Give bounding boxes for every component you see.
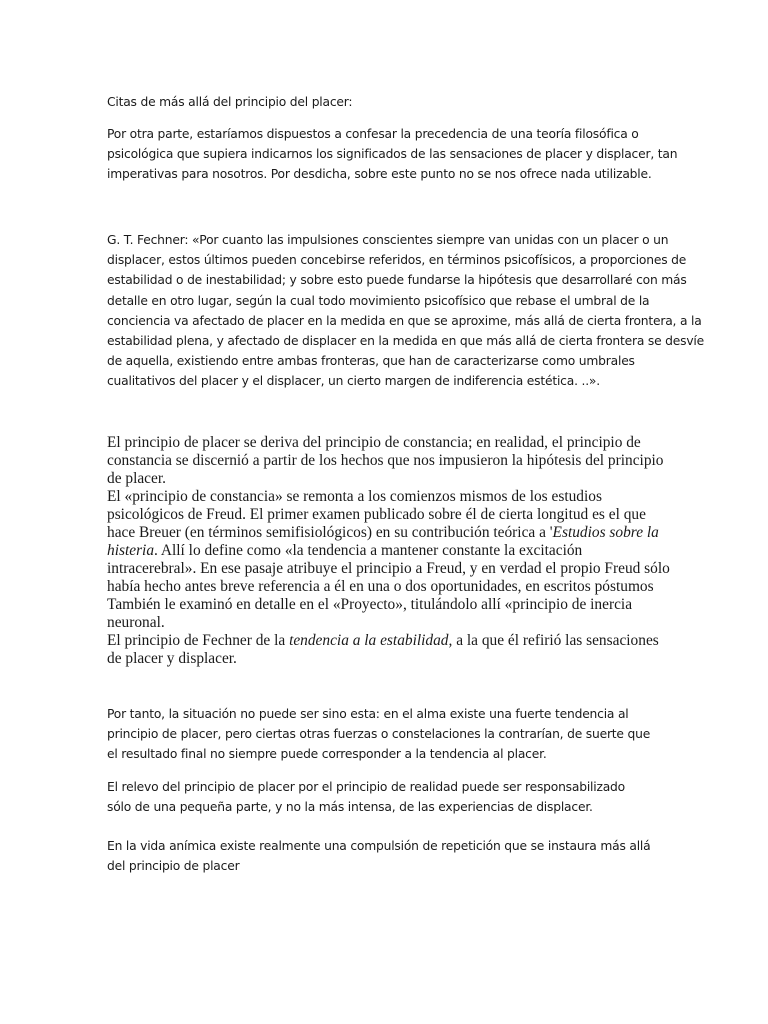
text-line — [107, 542, 667, 560]
text-run: hace Breuer (en términos semifisiológicos) en su contribución teórica a ' — [107, 524, 553, 541]
text-line: conciencia va afectado de placer en la medida en que se aproxime, más allá de cierta frontera, a la — [107, 313, 702, 328]
text-line: constancia se discernió a partir de los hechos que nos impusieron la hipótesis del principio — [107, 452, 664, 469]
text-line: imperativas para nosotros. Por desdicha, sobre este punto no se nos ofrece nada utilizable. — [107, 167, 652, 182]
text-line: En la vida anímica existe realmente una compulsión de repetición que se instaura más allá — [107, 839, 651, 853]
text-line: El «principio de constancia» se remonta a los comienzos mismos de los estudios — [107, 488, 602, 505]
paragraph-situation — [107, 704, 667, 765]
text-line: psicológicos de Freud. El primer examen publicado sobre él de cierta longitud es el que — [107, 506, 646, 523]
text-line: También le examinó en detalle en el «Proyecto», titulándolo allí «principio de inercia — [107, 596, 633, 613]
text-line: estabilidad plena, y afectado de displacer en la medida en que más allá de cierta frontera se desvíe — [107, 334, 705, 349]
emphasis-italic: tendencia a la estabilidad, — [289, 632, 453, 649]
text-line: Por otra parte, estaríamos dispuestos a confesar la precedencia de una teoría filosófica o — [107, 127, 639, 141]
text-line: el resultado final no siempre puede corresponder a la tendencia al placer. — [107, 747, 547, 762]
paragraph-relevo — [107, 777, 667, 817]
text-line: displacer, estos últimos pueden concebirse referidos, en términos psicofísicos, a proporciones de — [107, 253, 687, 268]
text-line: Por tanto, la situación no puede ser sino esta: en el alma existe una fuerte tendencia al — [107, 707, 629, 721]
text-line: G. T. Fechner: «Por cuanto las impulsiones conscientes siempre van unidas con un placer o un — [107, 233, 669, 247]
text-line: El principio de placer se deriva del principio de constancia; en realidad, el principio de — [107, 434, 641, 451]
book-title-italic: histeria — [107, 542, 155, 559]
text-line: psicológica que supiera indicarnos los significados de las sensaciones de placer y displacer, tan — [107, 147, 678, 162]
text-line: principio de placer, pero ciertas otras fuerzas o constelaciones la contrarían, de suerte que — [107, 727, 651, 742]
text-line: de placer. — [107, 470, 166, 487]
text-line: intracerebral». En ese pasaje atribuye el principio a Freud, y en verdad el propio Freud sólo — [107, 560, 670, 577]
paragraph-intro — [107, 124, 678, 185]
text-line — [107, 524, 667, 542]
text-line: sólo de una pequeña parte, y no la más intensa, de las experiencias de displacer. — [107, 800, 593, 815]
book-title-italic: Estudios sobre la — [552, 524, 659, 541]
text-line — [107, 632, 667, 650]
paragraph-fechner-quote — [107, 230, 705, 392]
text-line: neuronal. — [107, 614, 165, 631]
paragraph-compulsion — [107, 836, 667, 876]
document-heading — [107, 92, 667, 112]
text-line: del principio de placer — [107, 859, 240, 874]
text-line: El relevo del principio de placer por el principio de realidad puede ser responsabilizado — [107, 780, 625, 794]
text-line: de aquella, existiendo entre ambas fronteras, que han de caracterizarse como umbrales — [107, 354, 635, 369]
text-line: de placer y displacer. — [107, 650, 237, 667]
text-line: detalle en otro lugar, según la cual todo movimiento psicofísico que rebase el umbral de la — [107, 293, 650, 308]
text-line: había hecho antes breve referencia a él en una o dos oportunidades, en escritos póstumos — [107, 578, 654, 595]
serif-section — [107, 434, 670, 668]
text-run: El principio de Fechner de la — [107, 632, 290, 649]
text-line: estabilidad o de inestabilidad; y sobre esto puede fundarse la hipótesis que desarrollaré con más — [107, 273, 687, 288]
text-run: a la que él refirió las sensaciones — [452, 632, 659, 649]
text-run: . Allí lo define como «la tendencia a mantener constante la excitación — [154, 542, 583, 559]
text-line: cualitativos del placer y el displacer, un cierto margen de indiferencia estética. ..». — [107, 374, 600, 389]
heading-text: Citas de más allá del principio del placer: — [107, 95, 353, 109]
